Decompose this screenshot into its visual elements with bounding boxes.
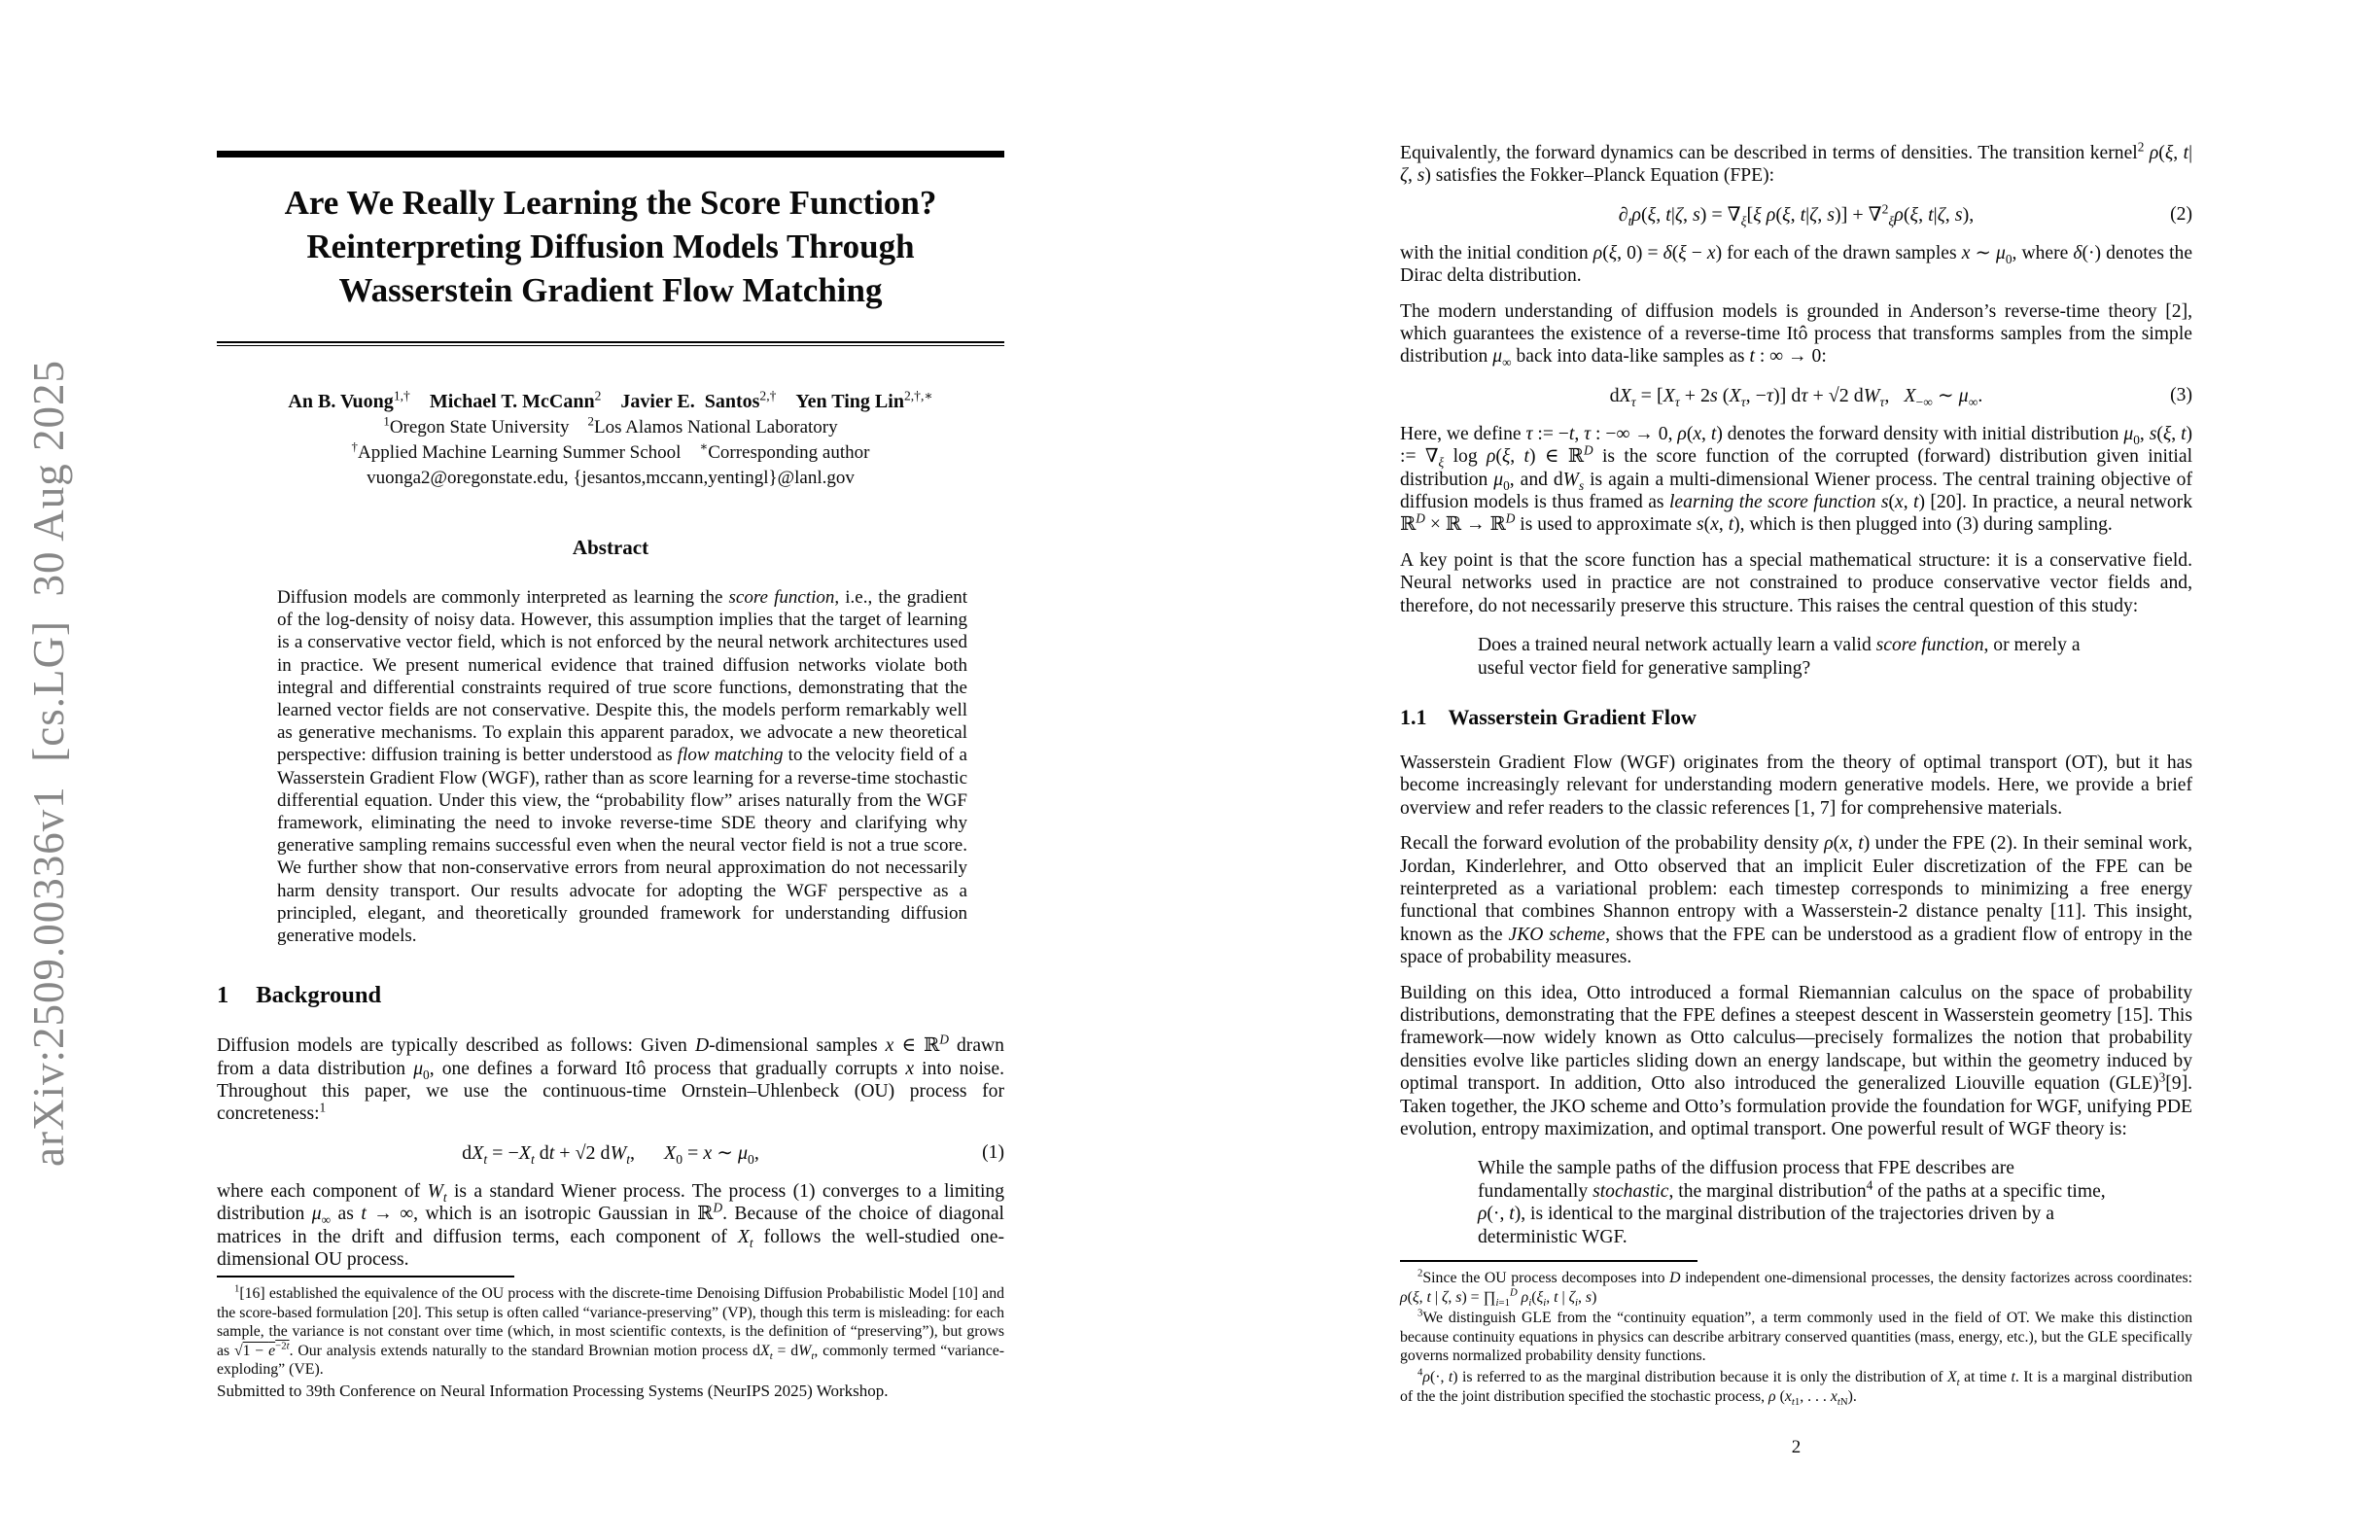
page-number: 2 bbox=[1791, 1437, 1802, 1457]
affiliation-line-1: $^1$Oregon State University $^2$Los Alamos National Laboratory bbox=[383, 413, 838, 438]
equation-3-body: $dX_\tau = [X_\tau + 2s$ ($X_\tau$, −τ)] dτ + √2 $dW_\tau$, $X_{-\infty}$ ∼ $\mu_\infty$. bbox=[1609, 384, 1983, 409]
abstract-heading: Abstract bbox=[572, 536, 649, 559]
central-question-quote: Does a trained neural network actually learn a valid score function, or merely a useful vector field for generative sampling? bbox=[1478, 635, 2081, 679]
section-title: Background bbox=[256, 982, 382, 1009]
jko-paragraph: Recall the forward evolution of the probability density ρ(x, t) under the FPE (2). In their seminal work, Jordan, Kinderlehrer, and Otto observed that an implicit Euler discretization of the FPE can be reinterpreted as a variational problem: each timestep corresponds to minimizing a free energy functional that combines Shannon entropy with a Wasserstein-2 distance penalty [11]. This insight, known as the JKO scheme, shows that the FPE can be understood as a gradient flow of entropy in the space of probability measures. bbox=[1400, 833, 2193, 968]
section-heading-background bbox=[217, 982, 1004, 1009]
affiliation-line-2: †Applied Machine Learning Summer School ∗Corresponding author bbox=[351, 438, 870, 463]
author-list: An B. Vuong$^{1,\dagger}$ Michael T. McCann$^2$ Javier E. Santos$^{2,\dagger}$ Yen Ting Lin$^{2,\dagger,∗}$ bbox=[288, 388, 933, 412]
page-2 bbox=[1400, 0, 2192, 1540]
fpe-intro-paragraph: Equivalently, the forward dynamics can be described in terms of densities. The transition kernel$^2$ ρ(ξ, t|ζ, s) satisfies the Fokker–Planck Equation (FPE): bbox=[1400, 139, 2193, 187]
subsection-number: 1.1 bbox=[1400, 704, 1427, 729]
abstract-text: Diffusion models are commonly interpreted as learning the score function, i.e., the gradient of the log-density of noisy data. However, this assumption implies that the target of learning is a conservative vector field, which is not enforced by the neural network architectures used in practice. We present numerical evidence that trained diffusion networks violate both integral and differential constraints required of true score functions, demonstrating that the learned vector fields are not conservative. Despite this, the models perform remarkably well as generative mechanisms. To explain this apparent paradox, we advocate a new theoretical perspective: diffusion training is better understood as flow matching to the velocity field of a Wasserstein Gradient Flow (WGF), rather than as score learning for a reverse-time stochastic differential equation. Under this view, the “probability flow” arises naturally from the WGF framework, eliminating the need to invoke reverse-time SDE theory and clarifying why generative sampling remains successful even when the neural vector field is not a true score. We further show that non-conservative errors from neural approximation do not necessarily harm density transport. Our results advocate for adopting the WGF perspective as a principled, elegant, and theoretically grounded framework for understanding diffusion generative models. bbox=[277, 587, 967, 947]
title-line-2: Reinterpreting Diffusion Models Through bbox=[306, 228, 915, 265]
equation-3 bbox=[1400, 383, 2192, 408]
title-line-1: Are We Really Learning the Score Function? bbox=[284, 184, 937, 222]
wgf-intro-paragraph: Wasserstein Gradient Flow (WGF) originates from the theory of optimal transport (OT), but it has become increasingly relevant for understanding modern generative models. Here, we provide a brief overview and refer readers to the classic references [1, 7] for comprehensive materials. bbox=[1400, 752, 2192, 819]
key-point-paragraph: A key point is that the score function has a special mathematical structure: it is a conservative field. Neural networks used in practice are not constrained to produce conservative vector fields and, therefore, do not necessarily preserve this structure. This raises the central question of this study: bbox=[1400, 549, 2192, 616]
equation-1-body: $dX_t = -X_t$ dt + √2 $dW_t$, $X_0 = x$ ∼ $\mu_0$, bbox=[462, 1141, 759, 1167]
equation-2 bbox=[1400, 202, 2192, 228]
background-paragraph-2: where each component of $W_t$ is a standard Wiener process. The process (1) converges to a limiting distribution $\mu_\infty$ as t → ∞, which is an isotropic Gaussian in ℝ$^D$. Because of the choice of diagonal matrices in the drift and diffusion terms, each component of $X_t$ follows the well-studied one-dimensional OU process. bbox=[217, 1180, 1004, 1271]
page-2-body bbox=[1400, 0, 2192, 1248]
page-1 bbox=[217, 0, 1004, 1540]
author-emails: vuonga2@oregonstate.edu, {jesantos,mccann,yentingl}@lanl.gov bbox=[367, 468, 855, 488]
footnotes-page-2 bbox=[1400, 1260, 2192, 1406]
score-function-paragraph: Here, we define τ := −t, τ : −∞ → 0, ρ(x, t) denotes the forward density with initial distribution $\mu_0$, s(ξ, t) := $\nabla_\xi$ log ρ(ξ, t) ∈ ℝ$^D$ is the score function of the corrupted (forward) distribution given initial distribution $\mu_0$, and $dW_s$ is again a multi-dimensional Wiener process. The central training objective of diffusion models is thus framed as learning the score function s(x, t) [20]. In practice, a neural network ℝ$^D$ × ℝ → ℝ$^D$ is used to approximate s(x, t), which is then plugged into (3) during sampling. bbox=[1400, 423, 2193, 536]
title-rule-top bbox=[217, 151, 1004, 158]
paper-title bbox=[217, 181, 1004, 312]
equation-2-number: (2) bbox=[2170, 203, 2192, 225]
wgf-result-quote: While the sample paths of the diffusion process that FPE describes are fundamentally stochastic, the marginal distribution$^4$ of the paths at a specific time, ρ(·, t), is identical to the marginal distribution of the trajectories driven by a deterministic WGF. bbox=[1478, 1158, 2106, 1247]
footnote-1: $^1$[16] established the equivalence of the OU process with the discrete-time Denoising Diffusion Probabilistic Model [10] and the score-based formulation [20]. This setup is often called “variance-preserving” (VP), though this term is misleading: for each sample, the variance is not constant over time (which, in most scientific contexts, is the definition of “preserving”), but grows as $√1 - e^{-2t}$. Our analysis extends naturally to the standard Brownian motion process $dX_t = dW_t$, commonly termed “variance-exploding” (VE). bbox=[217, 1282, 1004, 1379]
subsection-title: Wasserstein Gradient Flow bbox=[1448, 704, 1697, 729]
submission-note: Submitted to 39th Conference on Neural Information Processing Systems (NeurIPS 2025) Workshop. bbox=[217, 1381, 889, 1400]
footnote-4: $^4$ρ(·, t) is referred to as the marginal distribution because it is only the distribution of $X_t$ at time t. It is a marginal distribution of the the joint distribution specified the stochastic process, ρ ($x_{t1}$, . . . $x_{tN}$). bbox=[1400, 1366, 2193, 1408]
subsection-heading-wgf bbox=[1400, 705, 2192, 730]
footnote-2: $^2$Since the OU process decomposes into D independent one-dimensional processes, the density factorizes across coordinates: ρ(ξ, t | ζ, $s) = \prod_{i=1}^D$ $\rho_i(\xi_i$, t | $\zeta_i$, s) bbox=[1400, 1267, 2192, 1309]
title-line-3: Wasserstein Gradient Flow Matching bbox=[338, 271, 883, 309]
otto-calculus-paragraph: Building on this idea, Otto introduced a formal Riemannian calculus on the space of probability distributions, demonstrating that the FPE defines a steepest descent in Wasserstein geometry [15]. This framework—now widely known as Otto calculus—precisely formalizes the notion that probability densities evolve like particles sliding down an energy landscape, but within the geometry induced by optimal transport. In addition, Otto also introduced the generalized Liouville equation (GLE)$^3$[9]. Taken together, the JKO scheme and Otto’s formulation provide the foundation for WGF, unifying PDE evolution, entropy maximization, and optimal transport. One powerful result of WGF theory is: bbox=[1400, 982, 2192, 1139]
section-number: 1 bbox=[217, 982, 229, 1009]
equation-1 bbox=[217, 1140, 1004, 1166]
equation-3-number: (3) bbox=[2170, 384, 2192, 405]
footnotes-page-1 bbox=[217, 1276, 1004, 1401]
reverse-time-paragraph: The modern understanding of diffusion models is grounded in Anderson’s reverse-time theory [2], which guarantees the existence of a reverse-time Itô process that transforms samples from the simple distribution $\mu_\infty$ back into data-like samples as t : ∞ → 0: bbox=[1400, 300, 2192, 370]
title-rule-bottom bbox=[217, 341, 1004, 346]
arxiv-watermark: arXiv:2509.00336v1 [cs.LG] 30 Aug 2025 bbox=[24, 360, 73, 1167]
footnote-3: $^3$We distinguish GLE from the “continuity equation”, a term commonly used in the field of OT. We make this distinction because continuity equations in physics can describe arbitrary conserved quantities (mass, energy, etc.), but the GLE specifically governs normalized probability density functions. bbox=[1400, 1307, 2192, 1365]
footnote-rule-page-2 bbox=[1400, 1260, 1698, 1262]
equation-2-body: $\partial_t\rho(\xi$, t|ζ, $s) = \nabla_\xi[\xi$ ρ(ξ, t|ζ, s)] + ∇$^2_\xi$ρ(ξ, t|ζ, s), bbox=[1618, 201, 1975, 228]
footnote-rule-page-1 bbox=[217, 1276, 514, 1278]
background-paragraph-1: Diffusion models are typically described as follows: Given D-dimensional samples x ∈ ℝ$^D$ drawn from a data distribution $\mu_0$, one defines a forward Itô process that gradually corrupts x into noise. Throughout this paper, we use the continuous-time Ornstein–Uhlenbeck (OU) process for concreteness:$^1$ bbox=[217, 1032, 1004, 1125]
equation-1-number: (1) bbox=[982, 1141, 1004, 1163]
initial-condition-paragraph: with the initial condition ρ(ξ, 0) = δ(ξ − x) for each of the drawn samples x ∼ $\mu_0$, where δ(·) denotes the Dirac delta distribution. bbox=[1400, 242, 2193, 287]
